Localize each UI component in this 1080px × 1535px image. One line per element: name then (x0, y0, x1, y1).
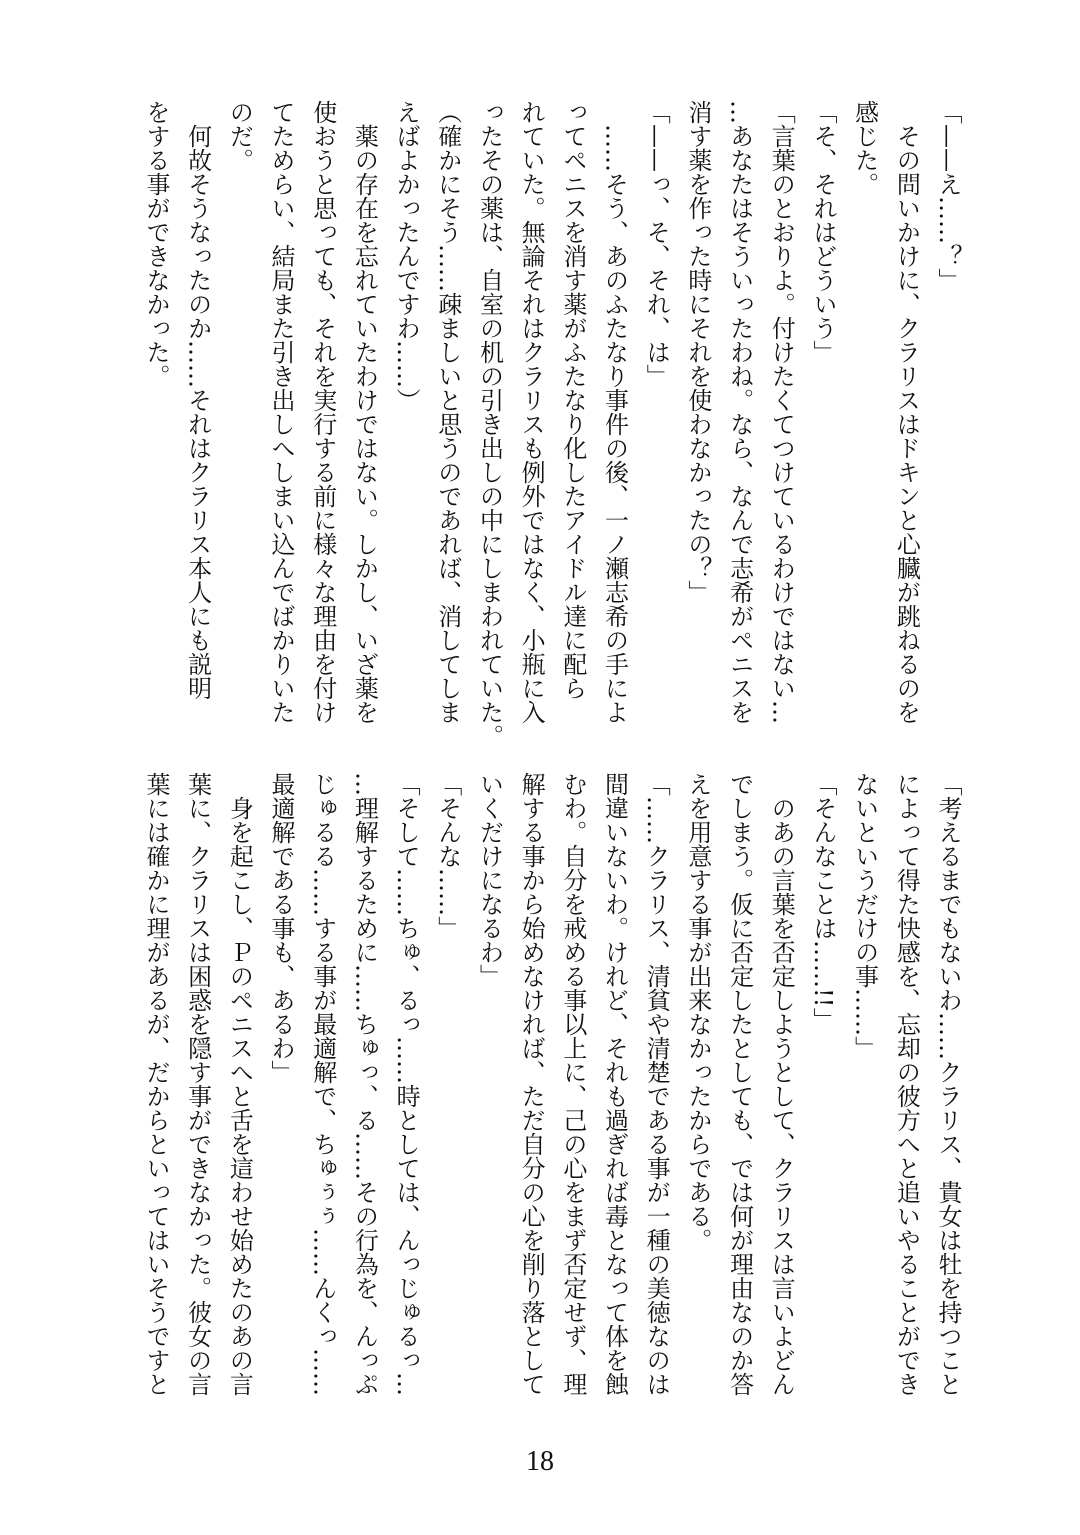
text-column: のだ。 (225, 100, 254, 172)
text-column: ってペニスを消す薬がふたなり化したアイドル達に配ら (558, 100, 587, 700)
text-column: 葉には確かに理があるが、だからといってはいそうですと (141, 772, 170, 1396)
text-column: …あなたはそういったわね。なら、なんで志希がペニスを (725, 100, 754, 724)
top-text-block (128, 100, 968, 755)
text-column: 「そんな……」 (433, 772, 462, 940)
text-column: 「そして……ちゅ、るっ……時としては、んっじゅるっ… (392, 772, 421, 1396)
text-column: ないというだけの事……」 (850, 772, 879, 1060)
text-column: じゅるる……する事が最適解で、ちゅぅぅ……んくっ…… (308, 772, 337, 1396)
bottom-text-block (128, 772, 968, 1427)
text-column: 最適解である事も、あるわ」 (267, 772, 295, 1084)
text-column: てためらい、結局また引き出しへしまい込んでばかりいた (267, 100, 295, 724)
text-column: 身を起こし、Ｐのペニスへと舌を這わせ始めたのあの言 (225, 772, 254, 1396)
text-column: えを用意する事が出来なかったからである。 (683, 772, 712, 1252)
text-column: 葉に、クラリスは困惑を隠す事ができなかった。彼女の言 (183, 772, 212, 1396)
text-column: 「……クラリス、清貧や清楚である事が一種の美徳なのは (642, 772, 671, 1396)
text-column: 使おうと思っても、それを実行する前に様々な理由を付け (308, 100, 337, 724)
text-column: ……そう、あのふたなり事件の後、一ノ瀬志希の手によ (600, 100, 629, 724)
text-column: 「そんなことは……!!」 (808, 772, 837, 1032)
text-column: をする事ができなかった。 (141, 100, 170, 388)
text-column: でしまう。仮に否定したとしても、では何が理由なのか答 (725, 772, 754, 1396)
text-column: れていた。無論それはクラリスも例外ではなく、小瓶に入 (517, 100, 546, 724)
text-column: 消す薬を作った時にそれを使わなかったの？」 (683, 100, 712, 604)
text-column: 「考えるまでもないわ……クラリス、貴女は牡を持つこと (934, 772, 962, 1396)
text-column: 間違いないわ。けれど、それも過ぎれば毒となって体を蝕 (600, 772, 629, 1396)
text-column: 「そ、それはどういう」 (808, 100, 837, 364)
text-column: 感じた。 (850, 100, 879, 196)
page-number: 18 (526, 1446, 554, 1477)
text-column: 薬の存在を忘れていたわけではない。しかし、いざ薬を (350, 100, 379, 724)
text-column: 「——っ、そ、それ、は」 (642, 100, 671, 388)
text-column: ったその薬は、自室の机の引き出しの中にしまわれていた。 (475, 100, 504, 748)
text-column: 「言葉のとおりよ。付けたくてつけているわけではない… (767, 100, 796, 724)
text-column: のあの言葉を否定しようとして、クラリスは言いよどん (767, 772, 796, 1396)
text-column: むわ。自分を戒める事以上に、己の心をまず否定せず、理 (558, 772, 587, 1396)
text-column: （確かにそう……疎ましいと思うのであれば、消してしま (433, 100, 462, 724)
text-column: その問いかけに、クラリスはドキンと心臓が跳ねるのを (892, 100, 921, 724)
text-column: えばよかったんですわ……） (392, 100, 421, 412)
text-column: 何故そうなったのか……それはクラリス本人にも説明 (183, 100, 212, 700)
text-column: いくだけになるわ」 (475, 772, 504, 988)
text-column: によって得た快感を、忘却の彼方へと追いやることができ (892, 772, 921, 1396)
text-column: 解する事から始めなければ、ただ自分の心を削り落として (517, 772, 546, 1396)
text-column: 「——え……？」 (934, 100, 962, 292)
text-column: …理解するために……ちゅっ、る……その行為を、んっぷ (350, 772, 379, 1396)
